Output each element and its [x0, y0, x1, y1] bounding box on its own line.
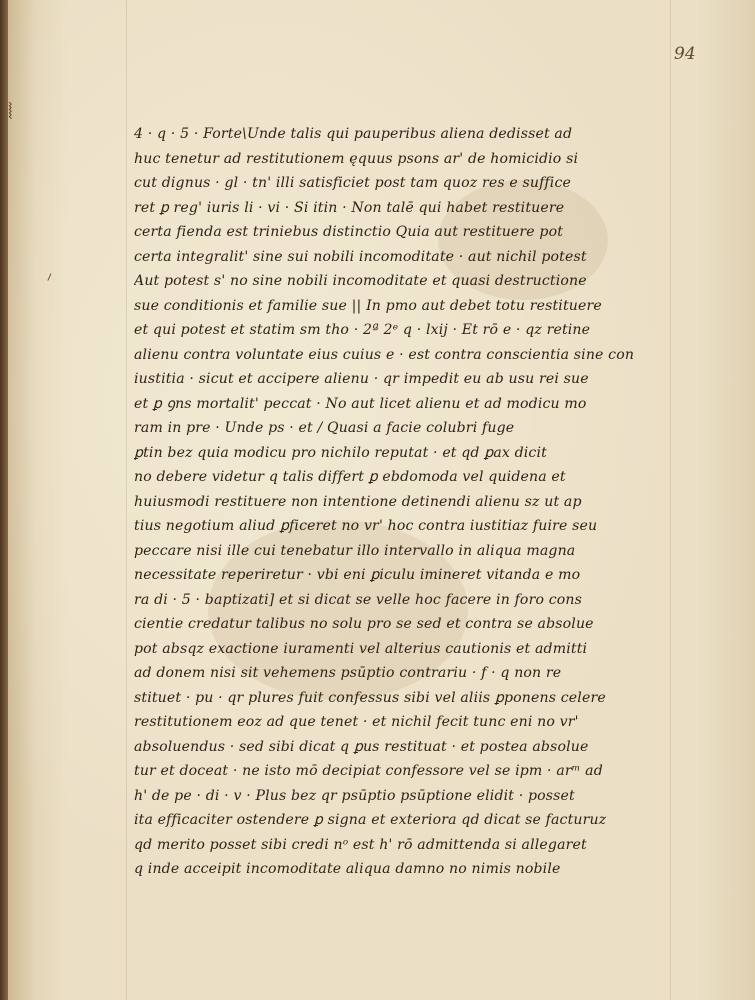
binding-mark: ⦚	[8, 100, 13, 125]
text-line: qd merito posset sibi credi nᵒ est h' rō admittenda si allegaret	[134, 836, 587, 853]
manuscript-page	[8, 0, 755, 1000]
text-line: restitutionem eoz ad que tenet · et nichil fecit tunc eni no vr'	[134, 714, 579, 730]
text-line: ret ꝑ reg' iuris li · vi · Si itin · Non talē qui habet restituere	[134, 199, 565, 216]
book-gutter	[0, 0, 8, 1000]
margin-mark: ⸝	[41, 263, 56, 284]
text-line: tius negotium aliud ꝑficeret no vr' hoc contra iustitiaz fuire seu	[134, 518, 598, 534]
text-line: huc tenetur ad restitutionem ęquus psons ar' de homicidio si	[134, 150, 579, 167]
text-line: cientie credatur talibus no solu pro se sed et contra se absolue	[134, 616, 594, 632]
text-line: h' de pe · di · v · Plus bez qr psūptio psūptione elidit · posset	[134, 787, 575, 804]
text-line: et ꝑ ꝯns mortalit' peccat · No aut licet alienu et ad modicu mo	[134, 395, 587, 412]
text-line: q inde acceipit incomoditate aliqua damno no nimis nobile	[134, 861, 561, 877]
text-line: ad donem nisi sit vehemens psūptio contrariu · f · q non re	[134, 665, 562, 681]
text-line: certa fienda est triniebus distinctio Quia aut restituere pot	[134, 224, 564, 240]
text-line: huiusmodi restituere non intentione detinendi alienu sz ut ap	[134, 493, 582, 510]
ruling-line-left	[126, 0, 127, 1000]
text-line: alienu contra voluntate eius cuius e · est contra conscientia sine con	[134, 346, 635, 363]
text-line: ram in pre · Unde ps · et / Quasi a facie colubri fuge	[134, 420, 515, 436]
text-line: no debere videtur q talis differt ꝑ ebdomoda vel quidena et	[134, 469, 566, 485]
text-line: pot absqz exactione iuramenti vel alterius cautionis et admitti	[134, 640, 588, 657]
text-line: necessitate reperiretur · vbi eni ꝑiculu imineret vitanda e mo	[134, 567, 581, 583]
text-line: iustitia · sicut et accipere alienu · qr impedit eu ab usu rei sue	[134, 371, 589, 387]
ruling-line-right	[670, 0, 671, 1000]
folio-number: 94	[674, 44, 696, 64]
text-line: ra di · 5 · baptizati] et si dicat se velle hoc facere in foro cons	[134, 591, 583, 608]
text-line: tur et doceat · ne isto mō decipiat confessore vel se ipm · arᵐ ad	[134, 763, 603, 779]
text-line: sue conditionis et familie sue || In pmo aut debet totu restituere	[134, 297, 602, 314]
text-line: stituet · pu · qr plures fuit confessus sibi vel aliis ꝑponens celere	[134, 689, 606, 706]
text-line: 4 · q · 5 · Forte\Unde talis qui pauperibus aliena dedisset ad	[134, 126, 573, 142]
text-line: absoluendus · sed sibi dicat q ꝑus restituat · et postea absolue	[134, 738, 589, 755]
text-line: cut dignus · gl · tn' illi satisficiet post tam quoz res e suffice	[134, 175, 571, 191]
text-line: peccare nisi ille cui tenebatur illo intervallo in aliqua magna	[134, 542, 576, 559]
text-line: Aut potest s' no sine nobili incomoditate et quasi destructione	[134, 273, 587, 289]
text-line: ita efficaciter ostendere ꝑ signa et exteriora qd dicat se facturuz	[134, 812, 607, 828]
text-line: certa integralit' sine sui nobili incomoditate · aut nichil potest	[134, 248, 587, 265]
text-line: ꝑtin bez quia modicu pro nichilo reputat · et qd ꝑax dicit	[134, 444, 547, 461]
text-line: et qui potest et statim sm tho · 2ª 2ᵉ q · lxij · Et rō e · qz retine	[134, 322, 591, 338]
manuscript-text-block	[134, 122, 664, 882]
